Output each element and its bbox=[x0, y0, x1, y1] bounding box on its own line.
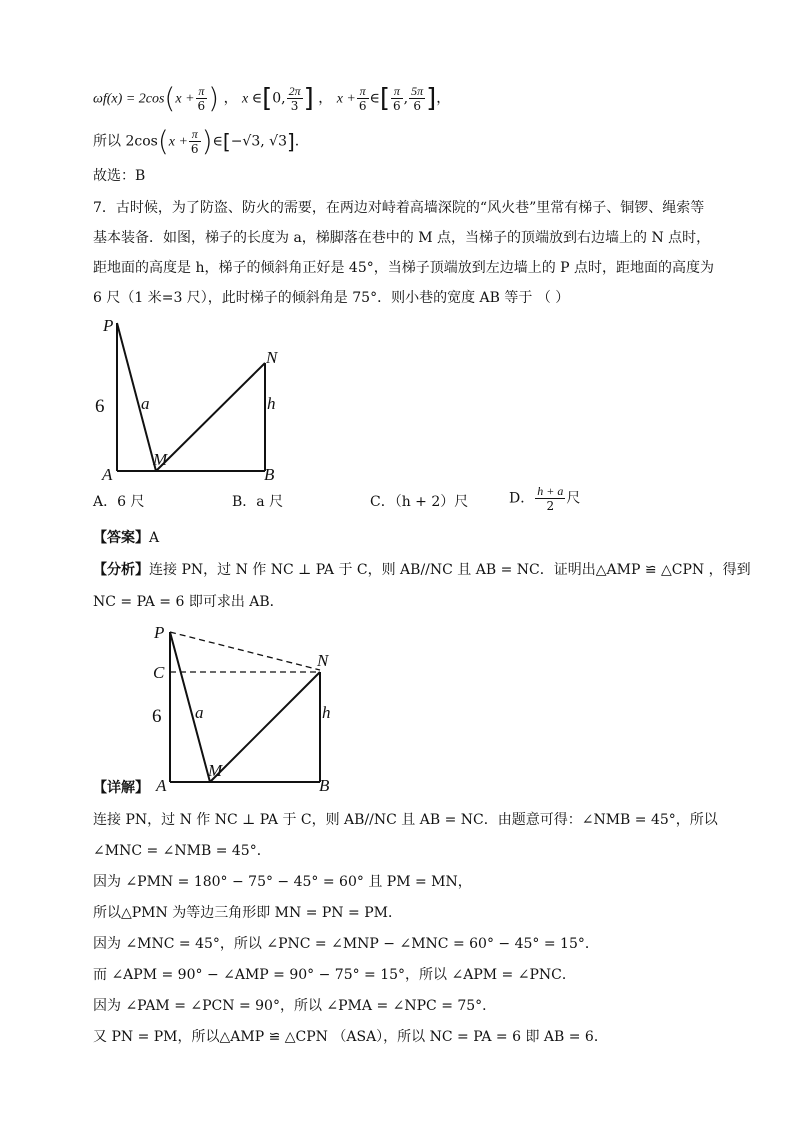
domain-x: x ∈ bbox=[242, 91, 263, 107]
ladder-pm-2 bbox=[170, 632, 210, 782]
question-line-2: 基本装备．如图，梯子的长度为 a，梯脚落在巷中的 M 点，当梯子的顶端放到右边墙上的 N 点时， bbox=[93, 230, 711, 246]
figure-ladder-1 bbox=[90, 315, 300, 485]
detail-line-1: 连接 PN，过 N 作 NC ⊥ PA 于 C，则 AB//NC 且 AB = NC．由题意可得：∠NMB = 45°，所以 bbox=[93, 812, 718, 828]
question-line-1: 7．古时候，为了防盗、防火的需要，在两边对峙着高墙深院的“风火巷”里常有梯子、铜锣、绳索等 bbox=[93, 200, 705, 216]
label-n: N bbox=[266, 348, 278, 367]
label-h: h bbox=[267, 394, 276, 413]
label-p-2: P bbox=[154, 623, 165, 642]
formula-lhs: ωf(x) = 2cos bbox=[93, 91, 165, 107]
previous-answer: 故选：B bbox=[93, 168, 146, 184]
label-c: C bbox=[153, 663, 165, 682]
detail-line-7: 因为 ∠PAM = ∠PCN = 90°，所以 ∠PMA = ∠NPC = 75°． bbox=[93, 998, 497, 1014]
label-six: 6 bbox=[95, 396, 105, 417]
label-m: M bbox=[153, 450, 168, 469]
label-n-2: N bbox=[317, 651, 329, 670]
option-c[interactable]: C．（h + 2）尺 bbox=[370, 494, 469, 510]
ladder-mn-2 bbox=[210, 672, 320, 782]
analysis-line-1: 【分析】连接 PN，过 N 作 NC ⊥ PA 于 C，则 AB//NC 且 AB = NC．证明出△AMP ≌ △CPN ，得到 bbox=[93, 562, 751, 578]
range-value: −√3, √3 bbox=[230, 133, 287, 150]
detail-line-8: 又 PN = PM，所以△AMP ≌ △CPN （ASA），所以 NC = PA = 6 即 AB = 6． bbox=[93, 1029, 608, 1045]
detail-line-6: 而 ∠APM = 90° − ∠AMP = 90° − 75° = 15°，所以 ∠APM = ∠PNC． bbox=[93, 967, 576, 983]
detail-line-4: 所以△PMN 为等边三角形即 MN = PN = PM． bbox=[93, 905, 402, 921]
label-a-point-2: A bbox=[156, 776, 167, 795]
dashed-pn bbox=[170, 632, 320, 670]
answer-tag: 【答案】 bbox=[93, 530, 149, 546]
formula-line-1: ωf(x) = 2cos(x + $\frac{\pi}{6}$ ) ， x ∈[0, $\frac{2\pi}{3}$ ] ， x + $\frac{\pi}{6}$ ∈[ $\frac{\pi}{6}$ , $\frac{5\pi}{6}$ ]， bbox=[93, 81, 451, 115]
figure-ladder-2 bbox=[145, 620, 345, 800]
answer-value: A bbox=[149, 530, 160, 546]
option-b[interactable]: B．a 尺 bbox=[232, 494, 284, 510]
formula-line-2: 所以 2cos(x + $\frac{\pi}{6}$ )∈[−√3, √3]. bbox=[93, 124, 300, 158]
label-a-point: A bbox=[102, 465, 113, 484]
label-b-2: B bbox=[319, 776, 330, 795]
question-line-4: 6 尺（1 米=3 尺），此时梯子的倾斜角是 75°．则小巷的宽度 AB 等于 （ ） bbox=[93, 290, 570, 306]
option-d[interactable]: D． $\frac{h + a}{2}$ 尺 bbox=[509, 484, 581, 513]
range-prefix: 所以 2cos bbox=[93, 133, 158, 150]
label-b: B bbox=[264, 465, 275, 484]
detail-line-3: 因为 ∠PMN = 180° − 75° − 45° = 60° 且 PM = MN， bbox=[93, 874, 472, 890]
option-a[interactable]: A．6 尺 bbox=[93, 494, 145, 510]
detail-line-5: 因为 ∠MNC = 45°，所以 ∠PNC = ∠MNP − ∠MNC = 60° − 45° = 15°． bbox=[93, 936, 599, 952]
answer-line bbox=[93, 528, 159, 548]
label-h-2: h bbox=[322, 703, 331, 722]
label-six-2: 6 bbox=[152, 706, 162, 727]
label-p: P bbox=[103, 316, 114, 335]
fraction-pi-6: $\frac{\pi}{6}$ bbox=[197, 84, 206, 113]
detail-line-2: ∠MNC = ∠NMB = 45°． bbox=[93, 843, 271, 859]
analysis-tag: 【分析】 bbox=[93, 562, 149, 578]
detail-tag: 【详解】 bbox=[93, 780, 149, 796]
label-m-2: M bbox=[208, 761, 223, 780]
label-ladder-a: a bbox=[141, 394, 150, 413]
question-line-3: 距地面的高度是 h，梯子的倾斜角正好是 45°，当梯子顶端放到左边墙上的 P 点时，距地面的高度为 bbox=[93, 260, 715, 276]
ladder-mn bbox=[156, 363, 265, 471]
analysis-line-2: NC = PA = 6 即可求出 AB． bbox=[93, 594, 284, 610]
ladder-pm bbox=[117, 323, 156, 471]
label-ladder-a-2: a bbox=[195, 703, 204, 722]
